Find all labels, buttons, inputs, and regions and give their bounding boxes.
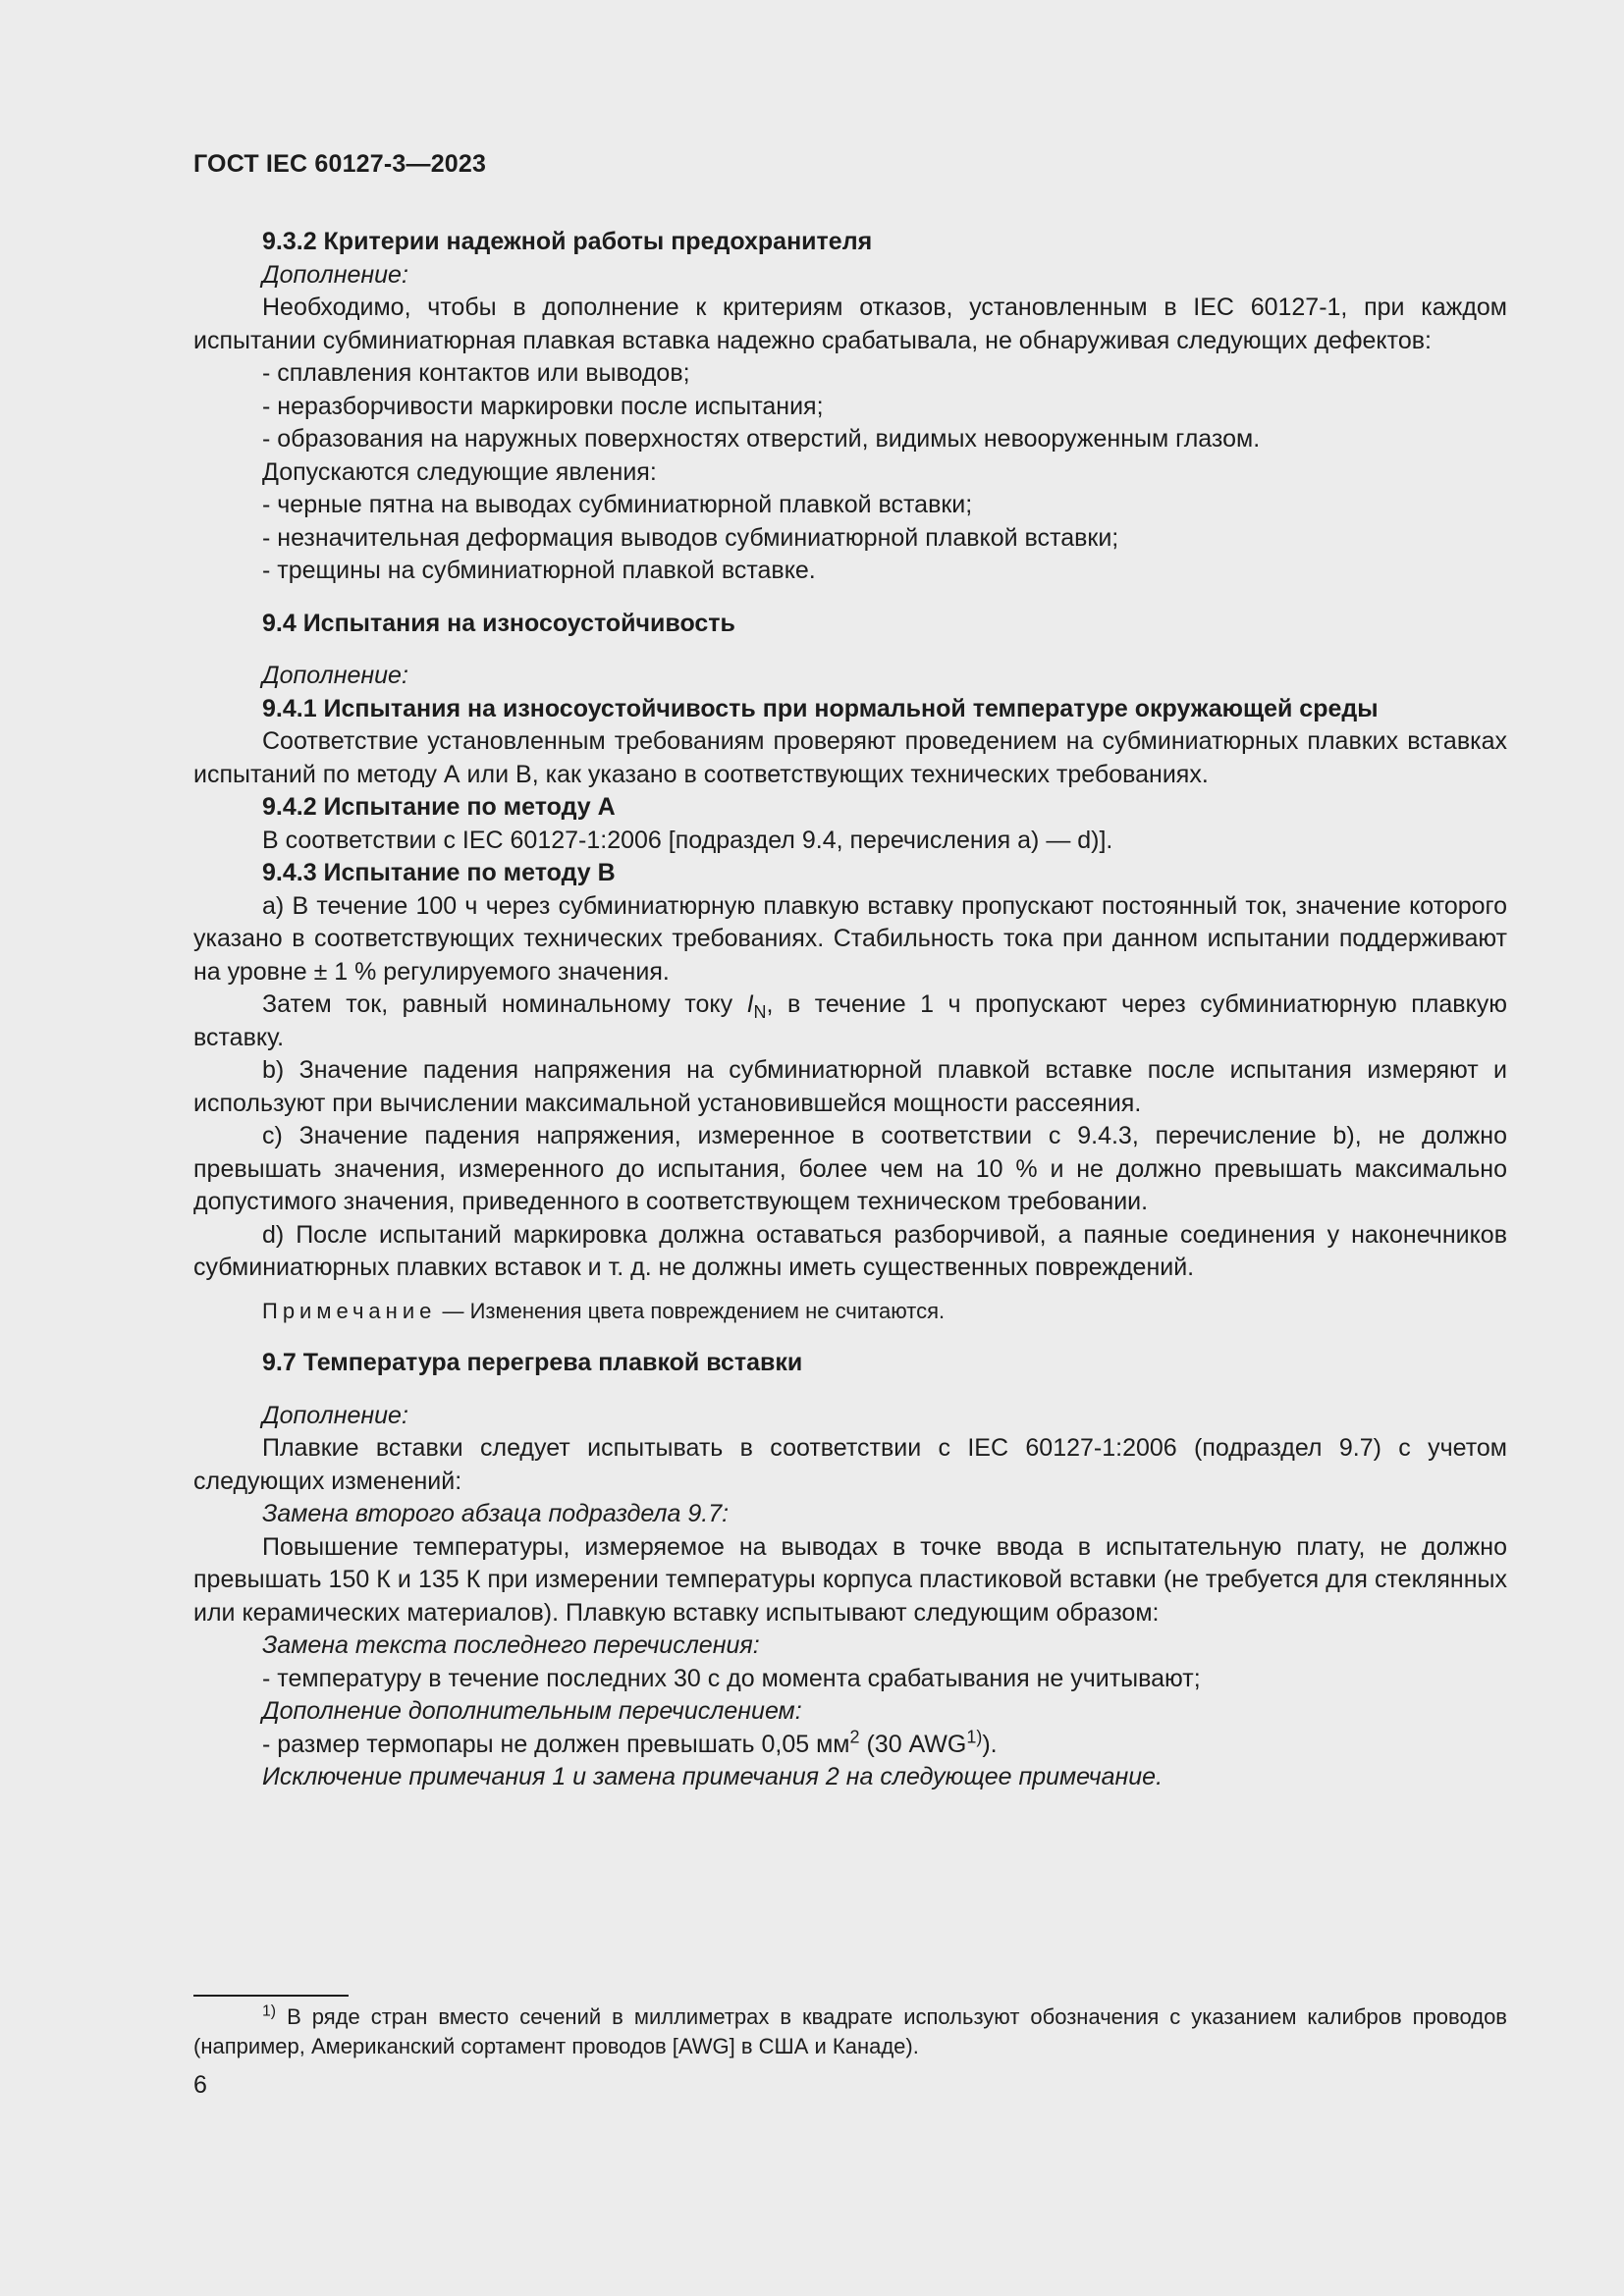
footnote: [193, 2002, 1507, 2061]
item-c: c) Значение падения напряжения, измеренное в соответствии с 9.4.3, перечисление b), не должно превышать значения, измеренного до испытания, более чем на 10 % и не должно превышать максимально допустимого значения, приведенного в соответствующем техническом требовании.: [193, 1122, 1507, 1215]
text-run: Затем ток, равный номинальному току: [262, 990, 747, 1018]
list-item-thermocouple: [193, 1729, 1507, 1762]
footnote-divider: [193, 1995, 349, 1997]
item-a: a) В течение 100 ч через субминиатюрную плавкую вставку пропускают постоянный ток, значение которого указано в соответствующих технических требованиях. Стабильность тока при данном испытании поддерживают на уровне ± 1 % регулируемого значения.: [193, 891, 1507, 986]
heading-9-4-3: 9.4.3 Испытание по методу В: [262, 859, 616, 886]
note-text: — Изменения цвета повреждением не считаются.: [436, 1298, 946, 1323]
heading-9-3-2: 9.3.2 Критерии надежной работы предохранителя: [262, 228, 873, 255]
current-symbol: I: [746, 990, 754, 1018]
note-label: Примечание: [262, 1298, 437, 1323]
exclusion-label: Исключение примечания 1 и замена примечания 2 на следующее примечание.: [262, 1763, 1164, 1790]
superscript-2: 2: [849, 1727, 860, 1747]
paragraph-criteria: Необходимо, чтобы в дополнение к критериям отказов, установленным в IEC 60127-1, при каждом испытании субминиатюрная плавкая вставка надежно срабатывала, не обнаруживая следующих дефектов:: [193, 294, 1507, 354]
text-run: - размер термопары не должен превышать 0,05 мм: [262, 1730, 850, 1758]
item-b: b) Значение падения напряжения на субминиатюрной плавкой вставке после испытания измеряют и используют при вычислении максимальной установившейся мощности рассеяния.: [193, 1056, 1507, 1117]
paragraph-9-7-intro: Плавкие вставки следует испытывать в соответствии с IEC 60127-1:2006 (подраздел 9.7) с учетом следующих изменений:: [193, 1434, 1507, 1495]
list-item: - черные пятна на выводах субминиатюрной плавкой вставки;: [262, 491, 973, 518]
standard-header: ГОСТ IEC 60127-3—2023: [193, 150, 487, 178]
paragraph-nominal-current: [193, 988, 1507, 1054]
replace-second-label: Замена второго абзаца подраздела 9.7:: [262, 1500, 730, 1527]
addition-label: Дополнение:: [262, 1401, 408, 1429]
text-run: ).: [982, 1730, 998, 1758]
current-subscript: N: [753, 1002, 767, 1022]
addition-label: Дополнение:: [262, 260, 408, 289]
list-item: - неразборчивости маркировки после испытания;: [262, 392, 824, 420]
allowed-intro: Допускаются следующие явления:: [262, 457, 657, 486]
list-item: - сплавления контактов или выводов;: [262, 359, 690, 387]
list-item: - образования на наружных поверхностях отверстий, видимых невооруженным глазом.: [262, 425, 1261, 453]
paragraph-temperature: Повышение температуры, измеряемое на выводах в точке ввода в испытательную плату, не должно превышать 150 К и 135 К при измерении температуры корпуса пластиковой вставки (не требуется для стеклянных или керамических материалов). Плавкую вставку испытывают следующим образом:: [193, 1532, 1507, 1627]
text-run: (30 AWG: [859, 1730, 967, 1758]
note: [193, 1295, 1507, 1328]
addition-label: Дополнение:: [262, 662, 408, 689]
list-item: - незначительная деформация выводов субминиатюрной плавкой вставки;: [262, 523, 1119, 552]
add-extra-label: Дополнение дополнительным перечислением:: [262, 1697, 802, 1725]
heading-9-7: 9.7 Температура перегрева плавкой вставки: [262, 1349, 803, 1376]
list-item: - температуру в течение последних 30 с до момента срабатывания не учитывают;: [262, 1664, 1201, 1692]
footnote-text: В ряде стран вместо сечений в миллиметрах в квадрате используют обозначения с указанием калибров проводов (например, Американский сортамент проводов [AWG] в США и Канаде).: [193, 2004, 1507, 2058]
footnote-marker: 1): [262, 2002, 277, 2020]
page-number: 6: [193, 2071, 207, 2099]
list-item: - трещины на субминиатюрной плавкой вставке.: [262, 557, 816, 584]
heading-9-4: 9.4 Испытания на износоустойчивость: [262, 609, 735, 637]
heading-9-4-2: 9.4.2 Испытание по методу А: [262, 793, 616, 821]
page-content: [193, 226, 1507, 1794]
paragraph-9-4-1: Соответствие установленным требованиям проверяют проведением на субминиатюрных плавких вставках испытаний по методу А или В, как указано в соответствующих технических требованиях.: [193, 727, 1507, 788]
item-d: d) После испытаний маркировка должна оставаться разборчивой, а паяные соединения у наконечников субминиатюрных плавких вставок и т. д. не должны иметь существенных повреждений.: [193, 1220, 1507, 1281]
text-run: , в течение 1 ч пропускают через субминиатюрную плавкую вставку.: [193, 990, 1507, 1051]
paragraph-9-4-2: В соответствии с IEC 60127-1:2006 [подраздел 9.4, перечисления a) — d)].: [262, 826, 1113, 854]
footnote-ref: 1): [966, 1727, 983, 1747]
heading-9-4-1: 9.4.1 Испытания на износоустойчивость при нормальной температуре окружающей среды: [262, 694, 1379, 722]
replace-last-label: Замена текста последнего перечисления:: [262, 1631, 760, 1659]
